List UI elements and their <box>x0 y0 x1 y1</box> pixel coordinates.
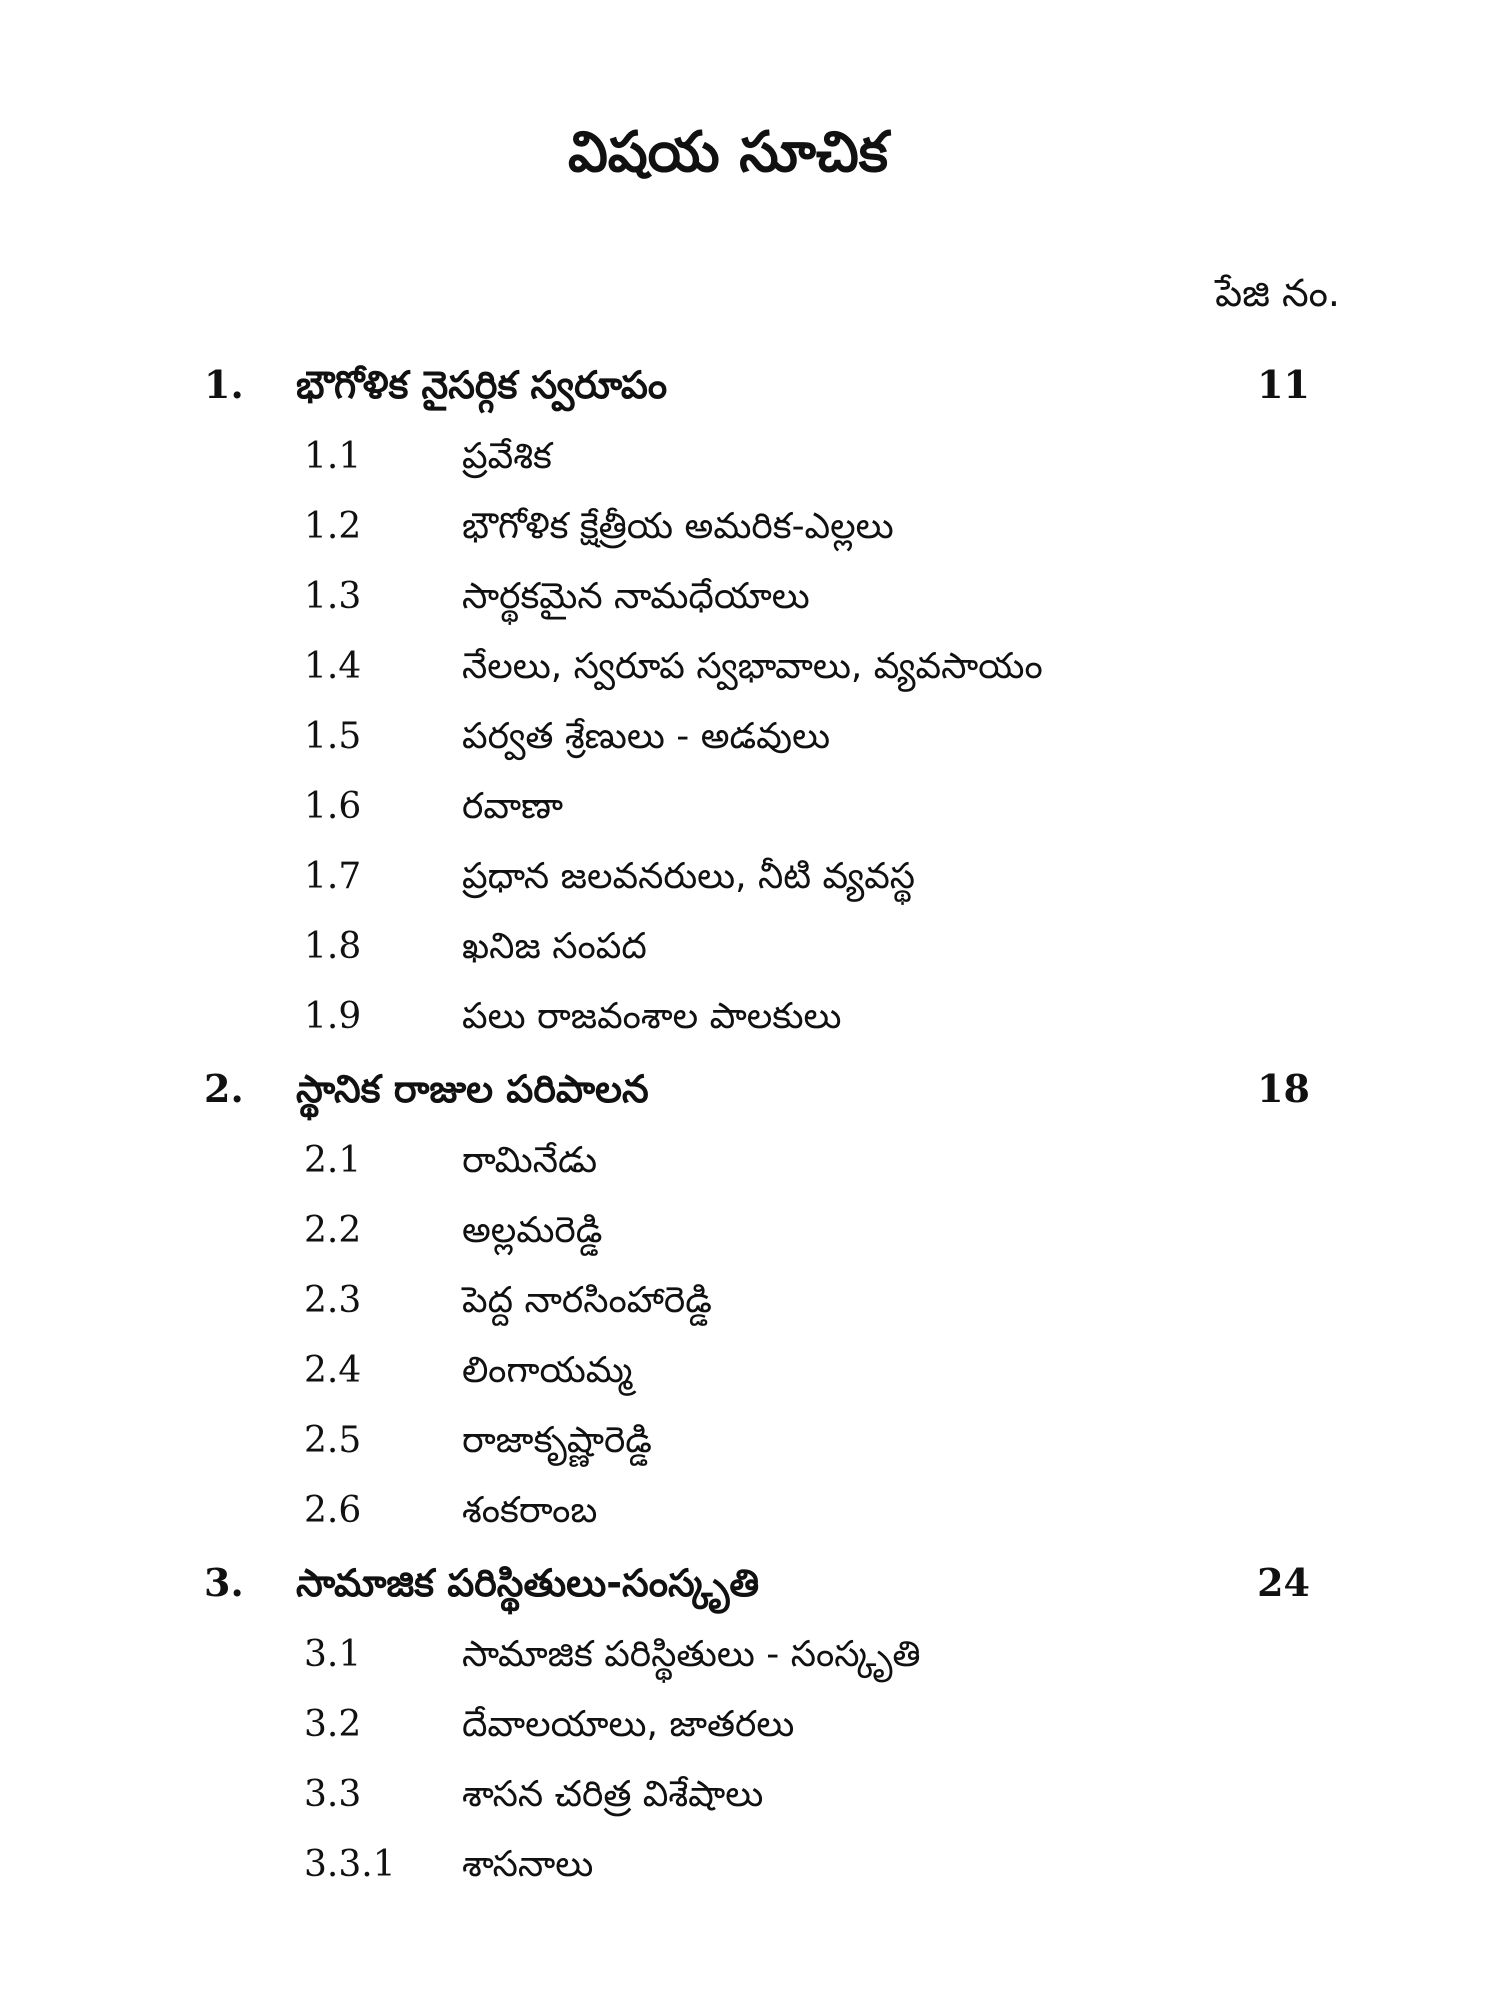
page-title: విషయ సూచిక <box>567 120 889 185</box>
section-row <box>0 779 1500 835</box>
section-number: 2.2 <box>304 1210 362 1251</box>
section-row <box>0 429 1500 485</box>
section-row <box>0 1767 1500 1823</box>
chapter-number: 3. <box>204 1560 244 1605</box>
chapter-row <box>0 1061 1500 1117</box>
section-number: 2.6 <box>304 1490 362 1531</box>
section-title: సామాజిక పరిస్థితులు - సంస్కృతి <box>462 1634 921 1675</box>
section-row <box>0 989 1500 1045</box>
section-title: దేవాలయాలు, జాతరలు <box>462 1704 795 1745</box>
section-number: 1.3 <box>304 576 362 617</box>
section-title: ఖనిజ సంపద <box>462 926 647 967</box>
section-title: పలు రాజవంశాల పాలకులు <box>462 996 842 1037</box>
section-row <box>0 849 1500 905</box>
section-number: 1.4 <box>304 646 362 687</box>
section-title: శాసన చరిత్ర విశేషాలు <box>462 1774 764 1815</box>
section-number: 3.2 <box>304 1704 362 1745</box>
chapter-page: 11 <box>1257 362 1310 407</box>
section-number: 1.9 <box>304 996 362 1037</box>
section-title: పెద్ద నారసింహారెడ్డి <box>462 1280 712 1321</box>
section-row <box>0 1133 1500 1189</box>
section-number: 3.1 <box>304 1634 362 1675</box>
chapter-number: 1. <box>204 362 244 407</box>
section-row <box>0 569 1500 625</box>
section-title: నేలలు, స్వరూప స్వభావాలు, వ్యవసాయం <box>462 646 1043 687</box>
section-row <box>0 709 1500 765</box>
section-row <box>0 1203 1500 1259</box>
section-number: 1.6 <box>304 786 362 827</box>
section-row <box>0 1413 1500 1469</box>
section-title: అల్లమరెడ్డి <box>462 1210 603 1251</box>
chapter-number: 2. <box>204 1066 244 1111</box>
section-title: లింగాయమ్మ <box>462 1350 633 1391</box>
section-row <box>0 639 1500 695</box>
section-row <box>0 499 1500 555</box>
section-row <box>0 919 1500 975</box>
section-title: పర్వత శ్రేణులు - అడవులు <box>462 716 831 757</box>
section-number: 1.1 <box>304 436 362 477</box>
section-number: 2.1 <box>304 1140 362 1181</box>
section-title: ప్రధాన జలవనరులు, నీటి వ్యవస్థ <box>462 856 916 897</box>
section-number: 1.2 <box>304 506 362 547</box>
chapter-row <box>0 1555 1500 1611</box>
section-title: శాసనాలు <box>462 1844 594 1885</box>
section-title: రవాణా <box>462 786 564 827</box>
chapter-title: స్థానిక రాజుల పరిపాలన <box>296 1067 649 1111</box>
section-number: 3.3 <box>304 1774 362 1815</box>
section-row <box>0 1697 1500 1753</box>
section-row <box>0 1627 1500 1683</box>
section-row <box>0 1343 1500 1399</box>
section-number: 2.5 <box>304 1420 362 1461</box>
page-number-column-label: పేజి నం. <box>1215 271 1340 315</box>
section-number: 1.5 <box>304 716 362 757</box>
section-title: భౌగోళిక క్షేత్రీయ అమరిక-ఎల్లలు <box>462 506 894 547</box>
section-title: రాజాకృష్ణారెడ్డి <box>462 1420 652 1461</box>
chapter-page: 18 <box>1257 1066 1310 1111</box>
chapter-page: 24 <box>1257 1560 1310 1605</box>
section-title: శంకరాంబ <box>462 1490 598 1531</box>
section-number: 2.4 <box>304 1350 362 1391</box>
chapter-title: సామాజిక పరిస్థితులు-సంస్కృతి <box>296 1561 760 1605</box>
section-row <box>0 1273 1500 1329</box>
section-number: 3.3.1 <box>304 1844 396 1885</box>
section-number: 2.3 <box>304 1280 362 1321</box>
section-number: 1.7 <box>304 856 362 897</box>
section-row <box>0 1483 1500 1539</box>
section-title: ప్రవేశిక <box>462 436 552 477</box>
section-title: సార్థకమైన నామధేయాలు <box>462 576 810 617</box>
chapter-row <box>0 357 1500 413</box>
section-row <box>0 1837 1500 1893</box>
section-number: 1.8 <box>304 926 362 967</box>
chapter-title: భౌగోళిక నైసర్గిక స్వరూపం <box>296 363 668 407</box>
section-title: రామినేడు <box>462 1140 598 1181</box>
